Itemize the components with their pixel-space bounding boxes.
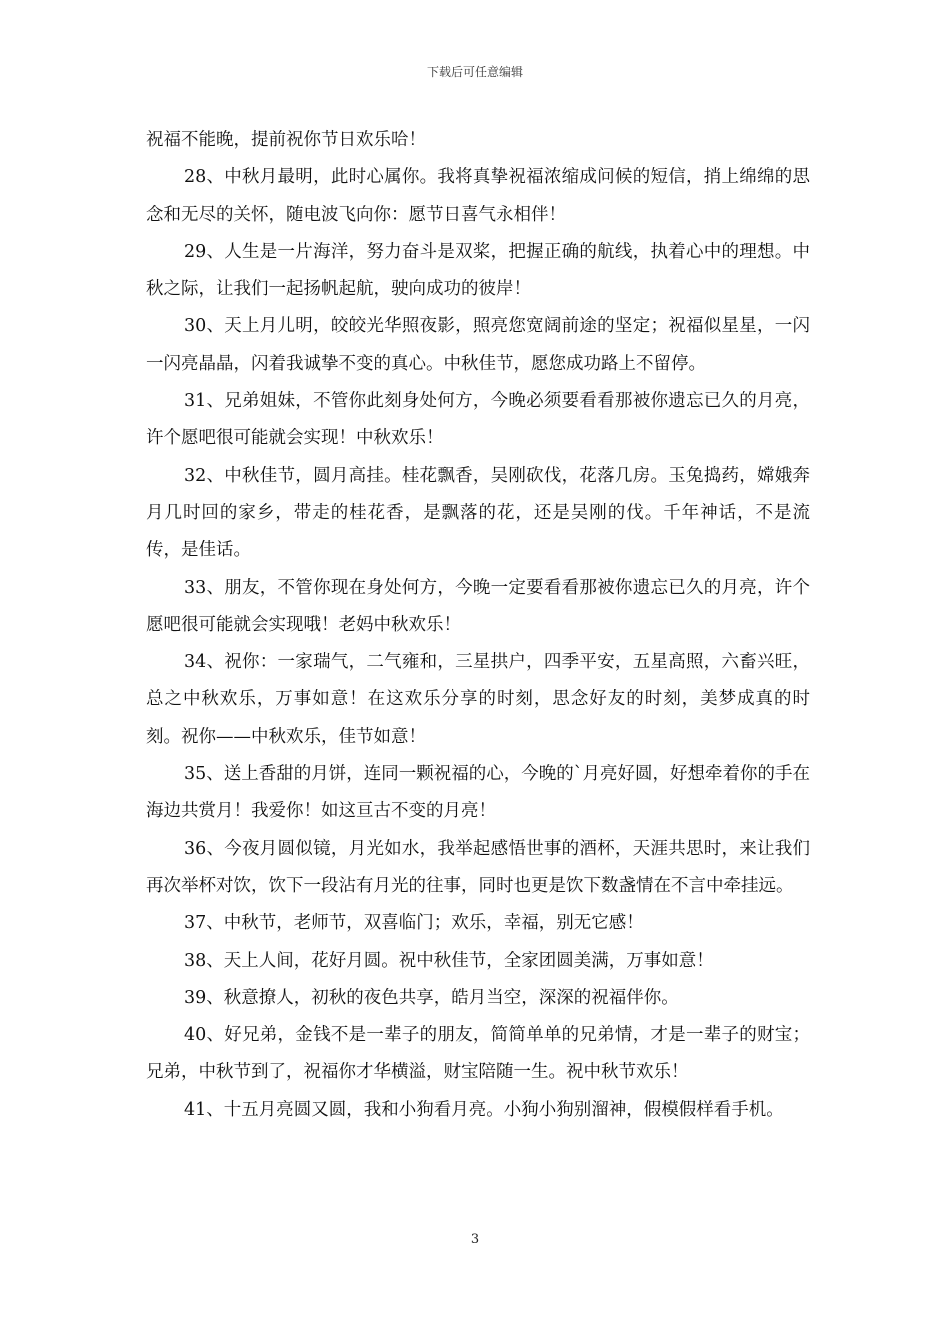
paragraph-36: 36、今夜月圆似镜，月光如水，我举起感悟世事的酒杯，天涯共思时，来让我们再次举杯对饮，饮下一段沾有月光的往事，同时也更是饮下数盏情在不言中牵挂远。	[146, 838, 810, 896]
paragraph-38: 38、天上人间，花好月圆。祝中秋佳节，全家团圆美满，万事如意！	[184, 950, 714, 971]
paragraph-30: 30、天上月儿明，皎皎光华照夜影，照亮您宽阔前途的坚定；祝福似星星，一闪一闪亮晶晶，闪着我诚挚不变的真心。中秋佳节，愿您成功路上不留停。	[146, 316, 810, 374]
paragraph-39: 39、秋意撩人，初秋的夜色共享，皓月当空，深深的祝福伴你。	[184, 987, 679, 1008]
page-number: 3	[470, 1232, 480, 1247]
paragraph-41: 41、十五月亮圆又圆，我和小狗看月亮。小狗小狗别溜神，假模假样看手机。	[184, 1099, 784, 1120]
document-body	[146, 122, 810, 1129]
paragraph-29: 29、人生是一片海洋，努力奋斗是双桨，把握正确的航线，执着心中的理想。中秋之际，让我们一起扬帆起航，驶向成功的彼岸！	[146, 241, 810, 300]
paragraph-34: 34、祝你：一家瑞气，二气雍和，三星拱户，四季平安，五星高照，六畜兴旺，总之中秋欢乐，万事如意！在这欢乐分享的时刻，思念好友的时刻，美梦成真的时刻。祝你——中秋欢乐，佳节如意！	[146, 652, 810, 747]
paragraph-37: 37、中秋节，老师节，双喜临门；欢乐，幸福，别无它感！	[184, 913, 644, 934]
paragraph-35: 35、送上香甜的月饼，连同一颗祝福的心，今晚的`月亮好圆，好想牵着你的手在海边共赏月！我爱你！如这亘古不变的月亮！	[146, 764, 811, 822]
paragraph-31: 31、兄弟姐妹，不管你此刻身处何方，今晚必须要看看那被你遗忘已久的月亮，许个愿吧很可能就会实现！中秋欢乐！	[146, 391, 810, 449]
paragraph-33: 33、朋友，不管你现在身处何方，今晚一定要看看那被你遗忘已久的月亮，许个愿吧很可能就会实现哦！老妈中秋欢乐！	[146, 577, 810, 635]
paragraph-32: 32、中秋佳节，圆月高挂。桂花飘香，吴刚砍伐，花落几房。玉兔捣药，嫦娥奔月几时回的家乡，带走的桂花香，是飘落的花，还是吴刚的伐。千年神话，不是流传，是佳话。	[146, 465, 810, 561]
paragraph-continuation: 祝福不能晚，提前祝你节日欢乐哈！	[146, 130, 426, 150]
paragraph-28: 28、中秋月最明，此时心属你。我将真挚祝福浓缩成问候的短信，捎上绵绵的思念和无尽的关怀，随电波飞向你：愿节日喜气永相伴！	[146, 167, 810, 225]
page-header: 下载后可任意编辑	[426, 65, 523, 79]
paragraph-40: 40、好兄弟，金钱不是一辈子的朋友，简简单单的兄弟情，才是一辈子的财宝；兄弟，中秋节到了，祝福你才华横溢，财宝陪随一生。祝中秋节欢乐！	[146, 1025, 810, 1083]
